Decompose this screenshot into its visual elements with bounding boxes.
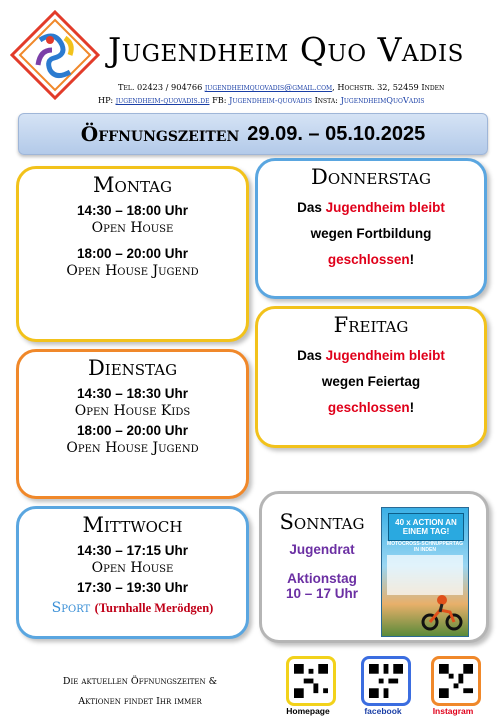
day-title: Donnerstag <box>311 165 431 189</box>
day-title: Sonntag <box>279 510 365 534</box>
facebook-handle: Jugendheim-quovadis <box>229 95 312 105</box>
contact-line-2 <box>98 95 498 105</box>
time-slot: 18:00 – 20:00 Uhr <box>76 423 189 438</box>
event-poster <box>381 507 469 637</box>
qr-code-icon <box>439 664 473 698</box>
hp-label: HP: <box>98 95 114 105</box>
contact-line-1: Tel. 02423 / 904766 jugendheimquovadis@gmail.com, Hochstr. 32, 52459 Inden <box>118 82 445 92</box>
event-label: Open House <box>91 220 174 236</box>
qr-homepage[interactable] <box>286 656 336 706</box>
sport-label: Sport <box>51 600 91 616</box>
text-das: Das <box>297 348 322 363</box>
qr-instagram[interactable] <box>431 656 481 706</box>
day-title: Montag <box>93 173 172 197</box>
homepage-link[interactable]: jugendheim-quovadis.de <box>115 95 210 105</box>
day-title: Freitag <box>333 313 409 337</box>
closed-line-1 <box>258 195 484 221</box>
footer-note-line-1: Die aktuellen Öffnungszeiten & <box>62 676 218 687</box>
time-slot: 14:30 – 18:00 Uhr <box>76 203 189 218</box>
banner-dates: 29.09. – 05.10.2025 <box>247 122 426 145</box>
closed-line-3 <box>258 247 484 273</box>
time-slot: 14:30 – 17:15 Uhr <box>76 543 189 558</box>
sonntag-line-1: Jugendrat <box>289 542 355 557</box>
page-title: Jugendheim Quo Vadis <box>108 30 464 69</box>
qr-label-homepage: Homepage <box>286 706 330 716</box>
opening-hours-banner <box>18 113 488 155</box>
poster-headline: 40 x ACTION AN EINEM TAG! <box>388 513 464 541</box>
sport-location: (Turnhalle Merödgen) <box>94 601 214 615</box>
card-montag <box>16 166 249 342</box>
logo-icon <box>10 10 100 100</box>
card-freitag <box>255 306 487 448</box>
text-jugendheim-bleibt: Jugendheim bleibt <box>325 348 445 363</box>
closed-line-3 <box>258 395 484 421</box>
qr-facebook[interactable] <box>361 656 411 706</box>
closed-line-1 <box>258 343 484 369</box>
text-exclamation: ! <box>409 252 415 267</box>
time-slot: 17:30 – 19:30 Uhr <box>76 580 189 595</box>
footer-note <box>22 672 258 712</box>
event-label: Open House <box>91 560 174 576</box>
time-slot: 18:00 – 20:00 Uhr <box>76 246 189 261</box>
text-das: Das <box>297 200 322 215</box>
email-link[interactable]: jugendheimquovadis@gmail.com <box>204 82 333 92</box>
poster-subtitle: MOTOCROSS-SCHNUPPERTAG IN INDEN <box>387 541 463 553</box>
card-sonntag <box>259 491 489 643</box>
qr-code-icon <box>369 664 403 698</box>
text-geschlossen: geschlossen <box>327 252 410 267</box>
closed-line-2: wegen Feiertag <box>321 374 421 389</box>
instagram-handle: JugendheimQuoVadis <box>340 95 425 105</box>
day-title: Mittwoch <box>82 513 183 537</box>
banner-label: Öffnungszeiten <box>80 122 240 146</box>
fb-label: FB: <box>212 95 227 105</box>
insta-label: Insta: <box>314 95 338 105</box>
phone-text: Tel. 02423 / 904766 <box>118 82 203 92</box>
sport-line <box>19 599 246 617</box>
card-dienstag <box>16 349 249 499</box>
qr-label-facebook: facebook <box>364 706 402 716</box>
event-label: Open House Kids <box>74 403 191 419</box>
card-donnerstag <box>255 158 487 299</box>
card-mittwoch <box>16 506 249 639</box>
time-slot: 14:30 – 18:30 Uhr <box>76 386 189 401</box>
footer-note-line-2: Aktionen findet Ihr immer <box>78 696 202 707</box>
address-text: Hochstr. 32, 52459 Inden <box>337 82 445 92</box>
event-label: Open House Jugend <box>66 263 199 279</box>
text-jugendheim-bleibt: Jugendheim bleibt <box>325 200 445 215</box>
qr-label-instagram: Instagram <box>432 706 474 716</box>
event-label: Open House Jugend <box>66 440 199 456</box>
closed-line-2: wegen Fortbildung <box>310 226 432 241</box>
sonntag-line-2: Aktionstag <box>287 571 357 586</box>
qr-code-icon <box>294 664 328 698</box>
sonntag-text <box>266 510 378 601</box>
motocross-icon <box>420 588 464 632</box>
day-title: Dienstag <box>87 356 178 380</box>
text-exclamation: ! <box>409 400 415 415</box>
sonntag-line-3: 10 – 17 Uhr <box>285 586 359 601</box>
text-geschlossen: geschlossen <box>327 400 410 415</box>
